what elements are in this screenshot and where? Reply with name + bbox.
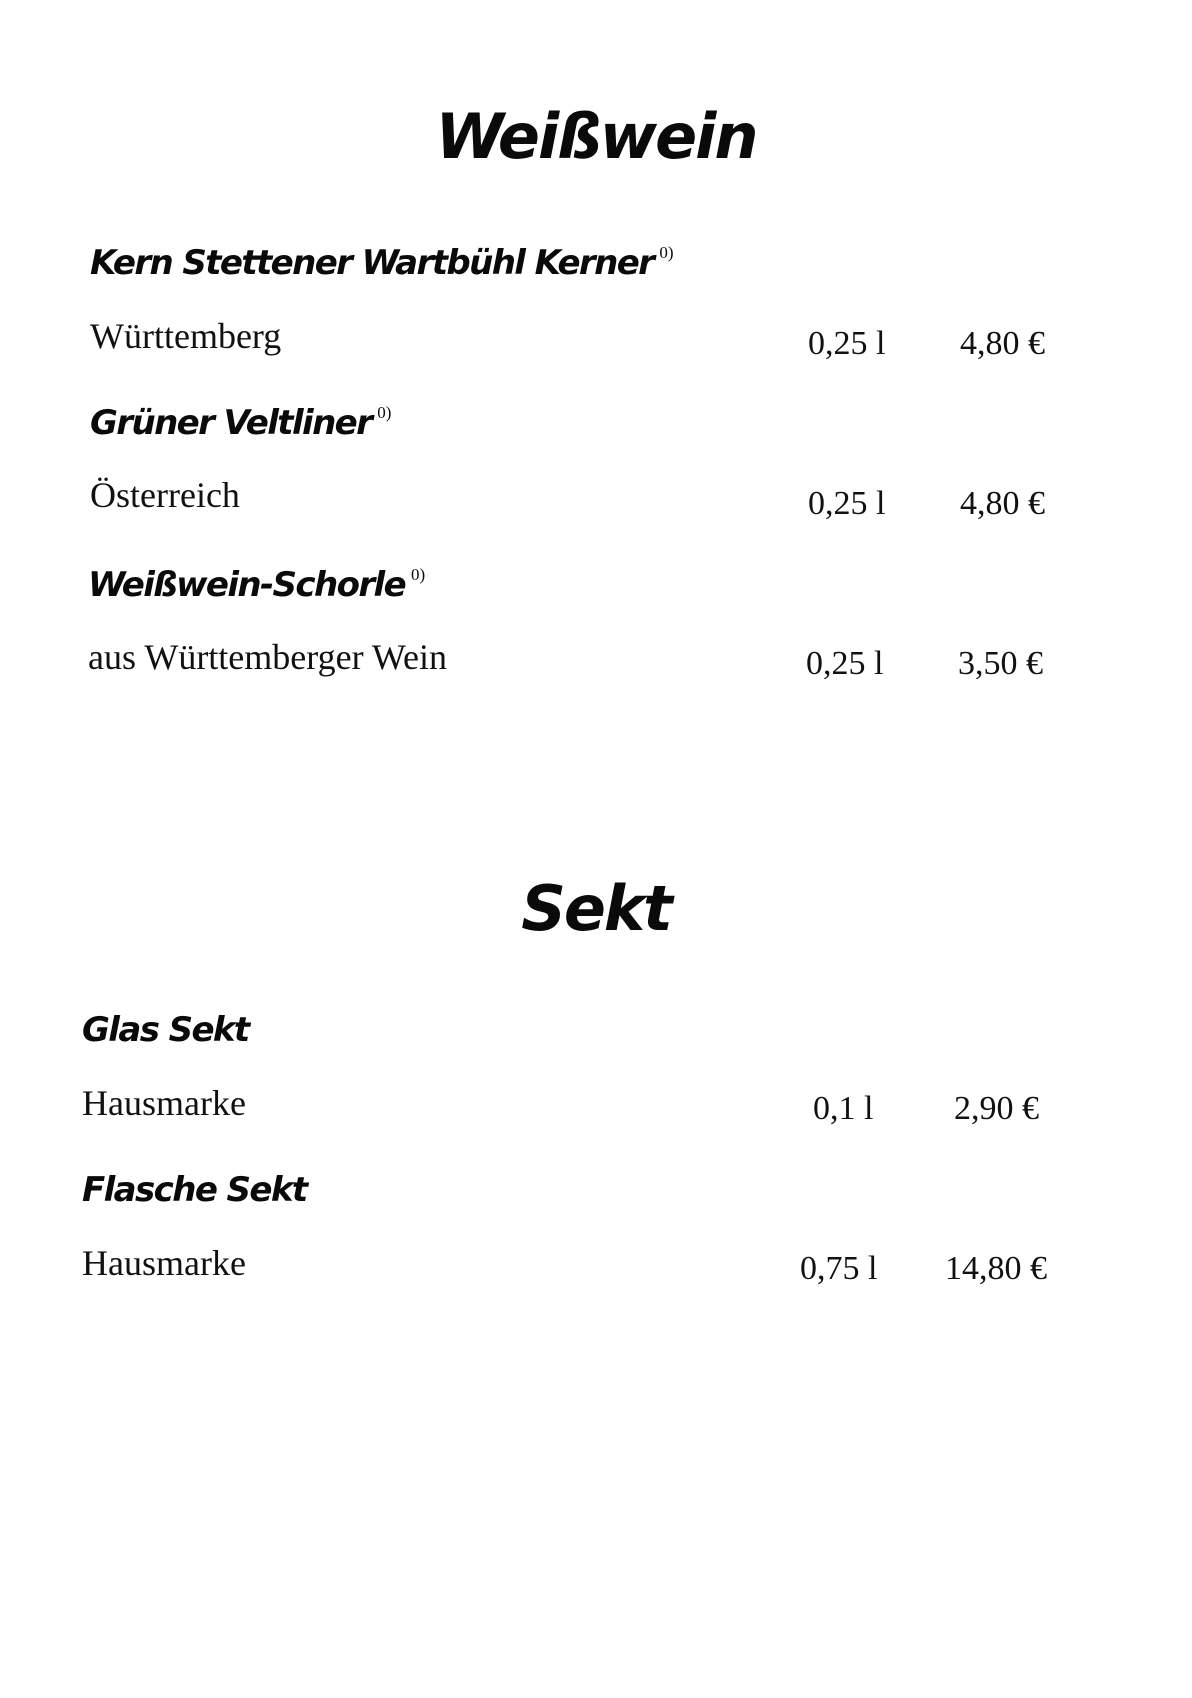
item-name-flasche-sekt: Flasche Sekt [82,1170,307,1210]
footnote-marker: 0) [411,564,426,584]
item-name-weisswein-schorle [88,565,425,605]
item-price-weisswein-schorle: 3,50 € [958,645,1043,682]
section-title-sekt: Sekt [521,872,671,945]
item-volume-flasche-sekt: 0,75 l [800,1250,878,1287]
item-origin-flasche-sekt: Hausmarke [82,1243,246,1283]
footnote-marker: 0) [659,242,674,262]
item-name-text: Weißwein-Schorle [88,565,406,605]
item-origin-glas-sekt: Hausmarke [82,1083,246,1123]
item-name-kerner [90,243,674,283]
item-origin-gruener-veltliner: Österreich [90,475,240,515]
item-volume-kerner: 0,25 l [808,325,886,362]
item-name-gruener-veltliner [90,403,391,443]
item-volume-weisswein-schorle: 0,25 l [806,645,884,682]
item-price-flasche-sekt: 14,80 € [945,1250,1047,1287]
item-name-glas-sekt: Glas Sekt [82,1010,249,1050]
item-volume-glas-sekt: 0,1 l [813,1090,874,1127]
footnote-marker: 0) [377,402,392,422]
item-price-gruener-veltliner: 4,80 € [960,485,1045,522]
item-origin-weisswein-schorle: aus Württemberger Wein [88,637,447,677]
item-name-text: Kern Stettener Wartbühl Kerner [90,243,654,283]
item-price-glas-sekt: 2,90 € [954,1090,1039,1127]
item-price-kerner: 4,80 € [960,325,1045,362]
item-origin-kerner: Württemberg [90,316,282,356]
section-title-weisswein: Weißwein [435,100,757,173]
item-volume-gruener-veltliner: 0,25 l [808,485,886,522]
item-name-text: Grüner Veltliner [90,403,372,443]
